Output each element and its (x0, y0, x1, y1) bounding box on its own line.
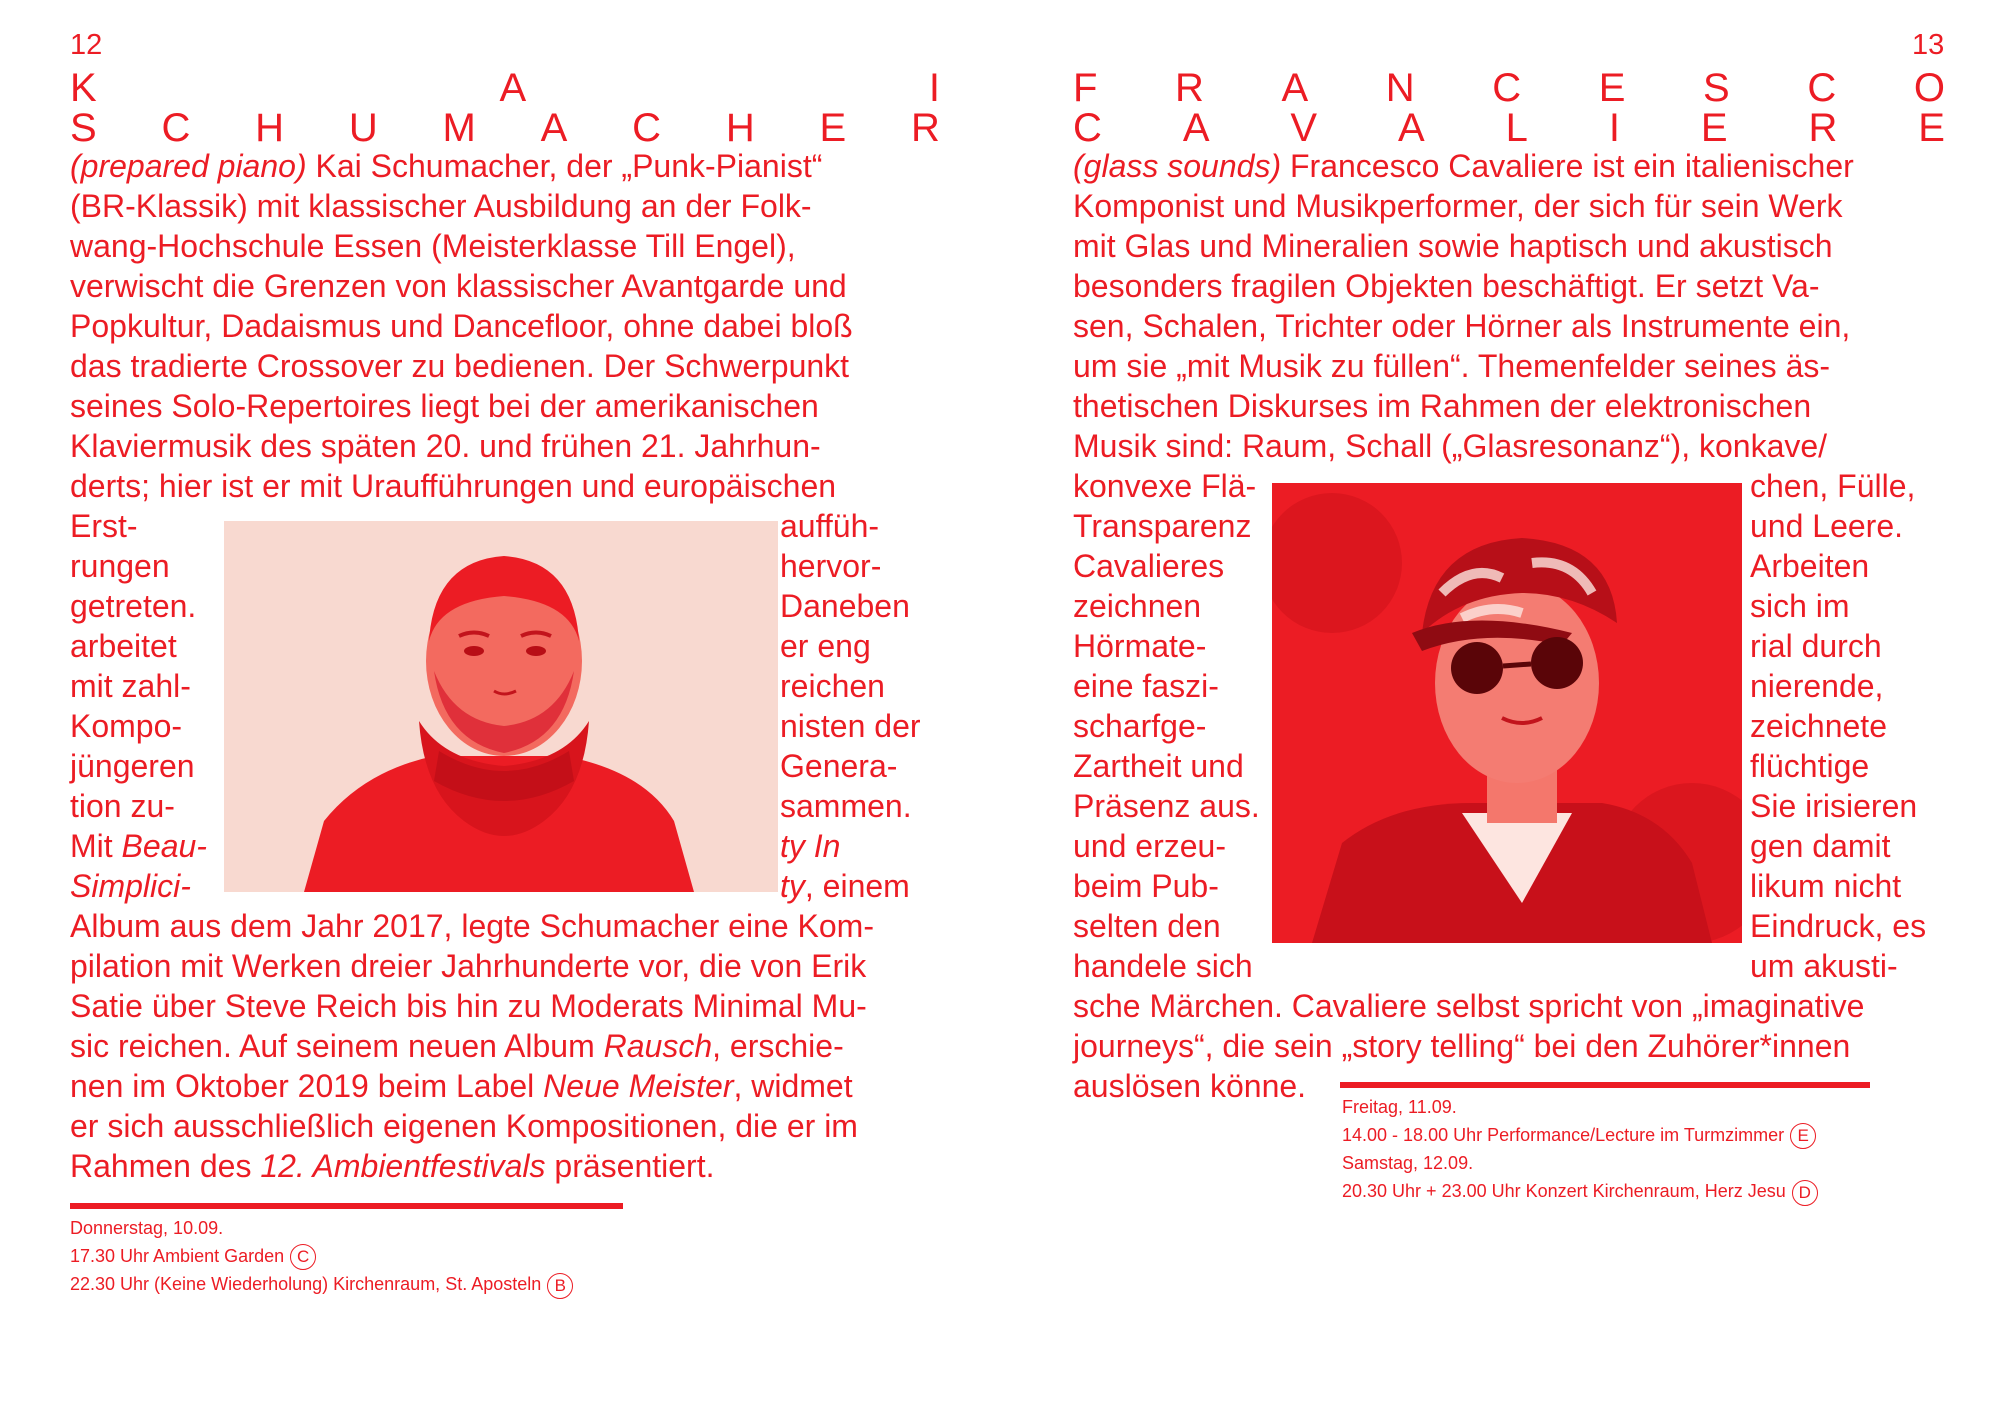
page-number-right: 13 (1912, 29, 1945, 61)
wrap-line-left: rungen (70, 548, 170, 584)
wrap-line-right: Sie irisieren (1750, 788, 1918, 824)
artist-name-line-1 (1073, 68, 1945, 108)
headline-letter: M (442, 106, 476, 150)
body-line (1073, 146, 1854, 186)
headline-letter: S (1703, 66, 1730, 110)
schedule-row (1342, 1177, 1818, 1205)
artist-name-line-1 (70, 68, 940, 108)
artist-name-line-2 (70, 108, 940, 148)
headline-letter: N (1385, 66, 1415, 110)
wrap-line-left: Präsenz aus. (1073, 788, 1260, 824)
wrap-line-left: handele sich (1073, 948, 1253, 984)
wrap-line-right: und Leere. (1750, 508, 1904, 544)
wrap-line-right: chen, Fülle, (1750, 468, 1916, 504)
instrument-label: (glass sounds) (1073, 148, 1282, 184)
body-line: Album aus dem Jahr 2017, legte Schumacher eine Kom- (70, 908, 874, 944)
headline-letter: V (1290, 106, 1318, 150)
wrap-line-right: Eindruck, es (1750, 908, 1927, 944)
wrap-line-text: , einem (804, 868, 910, 904)
headline-letter: E (1918, 106, 1945, 150)
body-line: Popkultur, Dadaismus und Dancefloor, ohne dabei bloß (70, 308, 853, 344)
wrap-line-left: getreten. (70, 588, 197, 624)
portrait-photo-francesco-cavaliere (1272, 483, 1742, 943)
body-line-text: , widmet (733, 1068, 853, 1104)
body-line: sen, Schalen, Trichter oder Hörner als Instrumente ein, (1073, 308, 1851, 344)
body-line: besonders fragilen Objekten beschäftigt. Er setzt Va- (1073, 268, 1820, 304)
wrap-line-left: Zartheit und (1073, 748, 1244, 784)
wrap-line-left: tion zu- (70, 788, 175, 824)
festival-name: 12. Ambientfestivals (260, 1148, 546, 1184)
schedule-row (70, 1214, 573, 1242)
body-line: das tradierte Crossover zu bedienen. Der Schwerpunkt (70, 348, 850, 384)
headline-letter: S (70, 106, 97, 150)
wrap-line-right: er eng (780, 628, 871, 664)
wrap-line-left: scharfge- (1073, 708, 1207, 744)
schedule-text: Samstag, 12.09. (1342, 1153, 1474, 1174)
body-line-text: Kai Schumacher, der „Punk-Pianist“ (306, 148, 823, 184)
wrap-line-left: und erzeu- (1073, 828, 1226, 864)
body-line-text: nen im Oktober 2019 beim Label (70, 1068, 544, 1104)
wrap-line-left: zeichnen (1073, 588, 1202, 624)
divider-rule-right (1340, 1082, 1870, 1088)
body-line (70, 1066, 853, 1106)
headline-letter: L (1505, 106, 1528, 150)
body-line-text: Francesco Cavaliere ist ein italienischer (1281, 148, 1854, 184)
wrap-line-left: eine faszi- (1073, 668, 1219, 704)
headline-letter: U (348, 106, 378, 150)
schedule-text: 14.00 - 18.00 Uhr Performance/Lecture im Turmzimmer (1342, 1125, 1785, 1145)
body-line: journeys“, die sein „story telling“ bei den Zuhörer*innen (1073, 1028, 1851, 1064)
wrap-line-right: nierende, (1750, 668, 1884, 704)
headline-letter: C (632, 106, 662, 150)
divider-rule-left (70, 1203, 623, 1209)
headline-letter: R (1808, 106, 1838, 150)
headline-letter: C (1073, 106, 1102, 150)
body-line: pilation mit Werken dreier Jahrhunderte vor, die von Erik (70, 948, 867, 984)
headline-letter: E (1598, 66, 1626, 110)
wrap-line-right: rial durch (1750, 628, 1882, 664)
instrument-label: (prepared piano) (70, 148, 307, 184)
wrap-line-left (70, 826, 207, 866)
headline-letter: C (1807, 66, 1837, 110)
schedule-text: 20.30 Uhr + 23.00 Uhr Konzert Kirchenraum, Herz Jesu (1342, 1181, 1786, 1202)
schedule-row (1342, 1149, 1818, 1177)
body-line: sche Märchen. Cavaliere selbst spricht von „imaginative (1073, 988, 1865, 1024)
schedule-row (1342, 1093, 1818, 1121)
schedule-text: Donnerstag, 10.09. (70, 1218, 224, 1238)
headline-letter: H (725, 106, 755, 150)
wrap-line-right: nisten der (780, 708, 921, 744)
headline-letter: A (499, 66, 527, 110)
headline-letter: C (1492, 66, 1522, 110)
venue-badge: D (1792, 1180, 1818, 1206)
headline-letter: H (255, 106, 285, 150)
headline-letter: I (1608, 106, 1620, 150)
headline-letter: F (1073, 66, 1098, 110)
headline-letter: A (540, 106, 568, 150)
body-line (70, 1146, 714, 1186)
body-line: Satie über Steve Reich bis hin zu Moderats Minimal Mu- (70, 988, 867, 1024)
headline-letter: C (161, 106, 191, 150)
label-name: Neue Meister (543, 1068, 734, 1104)
wrap-line-left: arbeitet (70, 628, 177, 664)
wrap-line-right: reichen (780, 668, 885, 704)
wrap-line-right (780, 826, 840, 866)
body-line: mit Glas und Mineralien sowie haptisch und akustisch (1073, 228, 1833, 264)
wrap-line-left: jüngeren (70, 748, 195, 784)
album-title-part: Simplici- (70, 868, 191, 904)
album-title: Rausch (603, 1028, 713, 1064)
wrap-line-right: Arbeiten (1750, 548, 1870, 584)
wrap-line-right: zeichnete (1750, 708, 1887, 744)
schedule-text: 17.30 Uhr Ambient Garden (70, 1246, 285, 1266)
wrap-line-left: selten den (1073, 908, 1221, 944)
wrap-line-left: Hörmate- (1073, 628, 1207, 664)
venue-badge: C (290, 1244, 316, 1270)
wrap-line-right: hervor- (780, 548, 882, 584)
schedule-row (70, 1270, 573, 1298)
venue-badge: E (1790, 1123, 1816, 1149)
headline-letter: R (1175, 66, 1204, 110)
wrap-line-left: Erst- (70, 508, 138, 544)
wrap-line-right (780, 866, 910, 906)
body-line: derts; hier ist er mit Uraufführungen und europäischen (70, 468, 837, 504)
wrap-line-right: gen damit (1750, 828, 1891, 864)
body-line: wang-Hochschule Essen (Meisterklasse Till Engel), (70, 228, 796, 264)
wrap-line-right: Genera- (780, 748, 898, 784)
body-line (70, 1026, 844, 1066)
album-title-part: ty In (780, 828, 841, 864)
wrap-line-left: mit zahl- (70, 668, 191, 704)
body-line (70, 146, 822, 186)
body-line: Klaviermusik des späten 20. und frühen 21. Jahrhun- (70, 428, 821, 464)
schedule-row (1342, 1121, 1818, 1149)
wrap-line-left: Kompo- (70, 708, 183, 744)
body-line: er sich ausschließlich eigenen Kompositionen, die er im (70, 1108, 858, 1144)
headline-letter: K (70, 66, 97, 110)
headline-letter: O (1913, 66, 1945, 110)
wrap-line-right: um akusti- (1750, 948, 1898, 984)
schedule-text: 22.30 Uhr (Keine Wiederholung) Kirchenraum, St. Aposteln (70, 1274, 542, 1295)
headline-letter: A (1281, 66, 1309, 110)
wrap-line-right: sammen. (780, 788, 912, 824)
body-line: um sie „mit Musik zu füllen“. Themenfelder seines äs- (1073, 348, 1831, 384)
schedule-text: Freitag, 11.09. (1342, 1097, 1457, 1117)
body-line-text: präsentiert. (545, 1148, 715, 1184)
album-title-part: ty (780, 868, 805, 904)
wrap-line-right: sich im (1750, 588, 1850, 624)
body-line: Komponist und Musikperformer, der sich für sein Werk (1073, 188, 1843, 224)
wrap-line-right: likum nicht (1750, 868, 1902, 904)
body-line: verwischt die Grenzen von klassischer Avantgarde und (70, 268, 847, 304)
headline-letter: R (911, 106, 940, 150)
wrap-line-right: Daneben (780, 588, 910, 624)
wrap-line-right: auffüh- (780, 508, 880, 544)
page-number-left: 12 (70, 29, 103, 61)
body-line: auslösen könne. (1073, 1068, 1307, 1104)
schedule-left (70, 1214, 573, 1299)
wrap-line-right: flüchtige (1750, 748, 1870, 784)
album-title-part: Beau- (121, 828, 207, 864)
wrap-line-text: Mit (70, 828, 122, 864)
headline-letter: A (1398, 106, 1425, 150)
portrait-photo-kai-schumacher (224, 521, 778, 892)
body-line-text: , erschie- (712, 1028, 844, 1064)
wrap-line-left (70, 866, 191, 906)
body-line-text: Rahmen des (70, 1148, 261, 1184)
body-line-text: sic reichen. Auf seinem neuen Album (70, 1028, 604, 1064)
headline-letter: E (1700, 106, 1728, 150)
wrap-line-left: beim Pub- (1073, 868, 1219, 904)
headline-letter: I (928, 66, 940, 110)
headline-letter: A (1182, 106, 1210, 150)
body-line: thetischen Diskurses im Rahmen der elektronischen (1073, 388, 1812, 424)
artist-name-line-2 (1073, 108, 1945, 148)
body-line: Musik sind: Raum, Schall („Glasresonanz“), konkave/ (1073, 428, 1828, 464)
wrap-line-left: konvexe Flä- (1073, 468, 1257, 504)
body-line: seines Solo-Repertoires liegt bei der amerikanischen (70, 388, 819, 424)
schedule-right (1342, 1093, 1818, 1206)
wrap-line-left: Cavalieres (1073, 548, 1225, 584)
venue-badge: B (547, 1273, 573, 1299)
wrap-line-left: Transparenz (1073, 508, 1252, 544)
headline-letter: E (819, 106, 847, 150)
body-line: (BR-Klassik) mit klassischer Ausbildung an der Folk- (70, 188, 812, 224)
schedule-row (70, 1242, 573, 1270)
